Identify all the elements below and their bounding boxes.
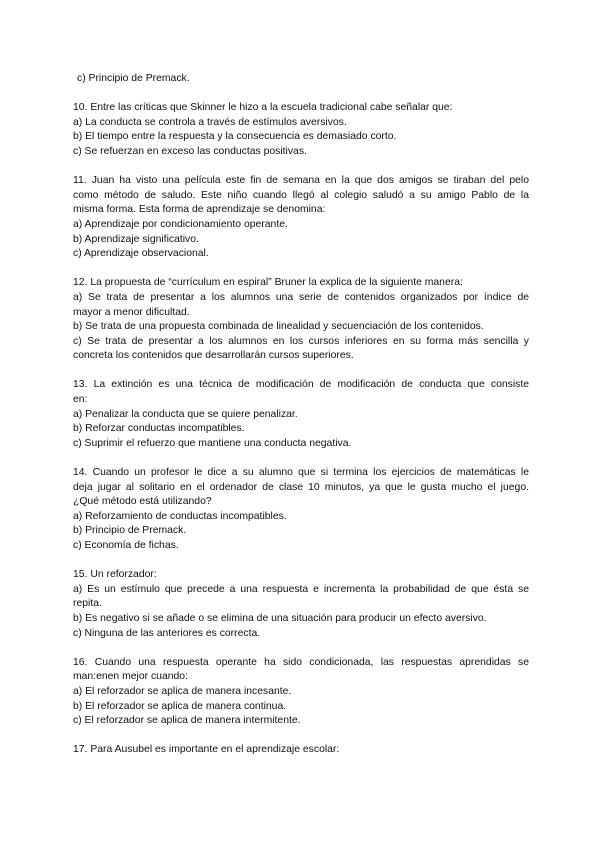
answer-option-line: b) El tiempo entre la respuesta y la consecuencia es demasiado corto. [73, 131, 397, 143]
answer-option-line: c) Economía de fichas. [73, 540, 179, 551]
answer-option-line: a) Aprendizaje por condicionamiento operante. [73, 218, 288, 230]
answer-option-line: b) El reforzador se aplica de manera continua. [73, 700, 287, 712]
answer-option-line: a) Reforzamiento de conductas incompatibles. [73, 510, 287, 522]
answer-option-line: c) Suprimir el refuerzo que mantiene una conducta negativa. [73, 437, 352, 449]
question-stem-line: 15. Un reforzador: [73, 569, 157, 581]
question-stem-line: como método de saludo. Este niño cuando llegó al colegio saludó a su amigo Pablo de la [73, 189, 529, 201]
question-block [73, 743, 529, 758]
answer-option-line: a) Se trata de presentar a los alumnos una serie de contenidos organizados por índice de [73, 291, 529, 303]
question-stem-line: deja jugar al solitario en el ordenador de clase 10 minutos, ya que le gusta mucho el juego. [73, 481, 529, 493]
answer-option-line: b) Reforzar conductas incompatibles. [73, 423, 245, 435]
question-stem-line: 12. La propuesta de “currículum en espiral” Bruner la explica de la siguiente manera: [73, 277, 463, 289]
question-block [73, 276, 529, 364]
question-stem-line: man:enen mejor cuando: [73, 671, 188, 683]
question-stem-line: 13. La extinción es una técnica de modificación de modificación de conducta que consiste [73, 379, 529, 391]
answer-option-line: repita. [73, 598, 102, 610]
answer-option-line: c) Se refuerzan en exceso las conductas positivas. [73, 145, 307, 157]
answer-option-line: c) El reforzador se aplica de manera intermitente. [73, 715, 301, 727]
answer-option-line: mayor a menor dificultad. [73, 306, 190, 318]
question-stem-line: ¿Qué método está utilizando? [73, 496, 212, 508]
question-stem-line: 16. Cuando una respuesta operante ha sido condicionada, las respuestas aprendidas se [73, 656, 529, 668]
question-stem-line: misma forma. Esta forma de aprendizaje se denomina: [73, 204, 326, 216]
answer-option-line: a) Penalizar la conducta que se quiere penalizar. [73, 408, 298, 420]
question-stem-line: en: [73, 394, 88, 406]
lead-option: c) Principio de Premack. [77, 73, 190, 84]
answer-option-line: a) La conducta se controla a través de estímulos aversivos. [73, 116, 347, 128]
question-stem-line: 11. Juan ha visto una película este fin de semana en la que dos amigos se tiraban del pelo [73, 175, 529, 187]
answer-option-line: concreta los contenidos que desarrollarán cursos superiores. [73, 350, 354, 362]
answer-option-line: b) Es negativo si se añade o se elimina de una situación para producir un efecto aversivo. [73, 612, 487, 624]
question-block [73, 568, 529, 641]
answer-option-line: b) Principio de Premack. [73, 525, 187, 537]
question-stem-line: 10. Entre las críticas que Skinner le hizo a la escuela tradicional cabe señalar que: [73, 102, 453, 114]
answer-option-line: c) Se trata de presentar a los alumnos en los cursos inferiores en su forma más sencilla y [73, 335, 529, 347]
question-block [73, 101, 529, 159]
question-stem-line: 17. Para Ausubel es importante en el aprendizaje escolar: [73, 744, 340, 756]
answer-option-line: c) Aprendizaje observacional. [73, 248, 209, 260]
answer-option-line: b) Se trata de una propuesta combinada de linealidad y secuenciación de los contenidos. [73, 321, 484, 333]
exam-content [73, 72, 529, 758]
answer-option-line: a) El reforzador se aplica de manera incesante. [73, 685, 292, 697]
question-block [73, 466, 529, 554]
question-stem-line: 14. Cuando un profesor le dice a su alumno que si termina los ejercicios de matemáticas le [73, 467, 529, 479]
answer-option-line: b) Aprendizaje significativo. [73, 233, 199, 245]
question-block [73, 174, 529, 262]
question-block [73, 378, 529, 451]
question-block [73, 656, 529, 729]
answer-option-line: c) Ninguna de las anteriores es correcta. [73, 627, 261, 639]
answer-option-line: a) Es un estímulo que precede a una respuesta e incrementa la probabilidad de que ésta se [73, 583, 529, 595]
